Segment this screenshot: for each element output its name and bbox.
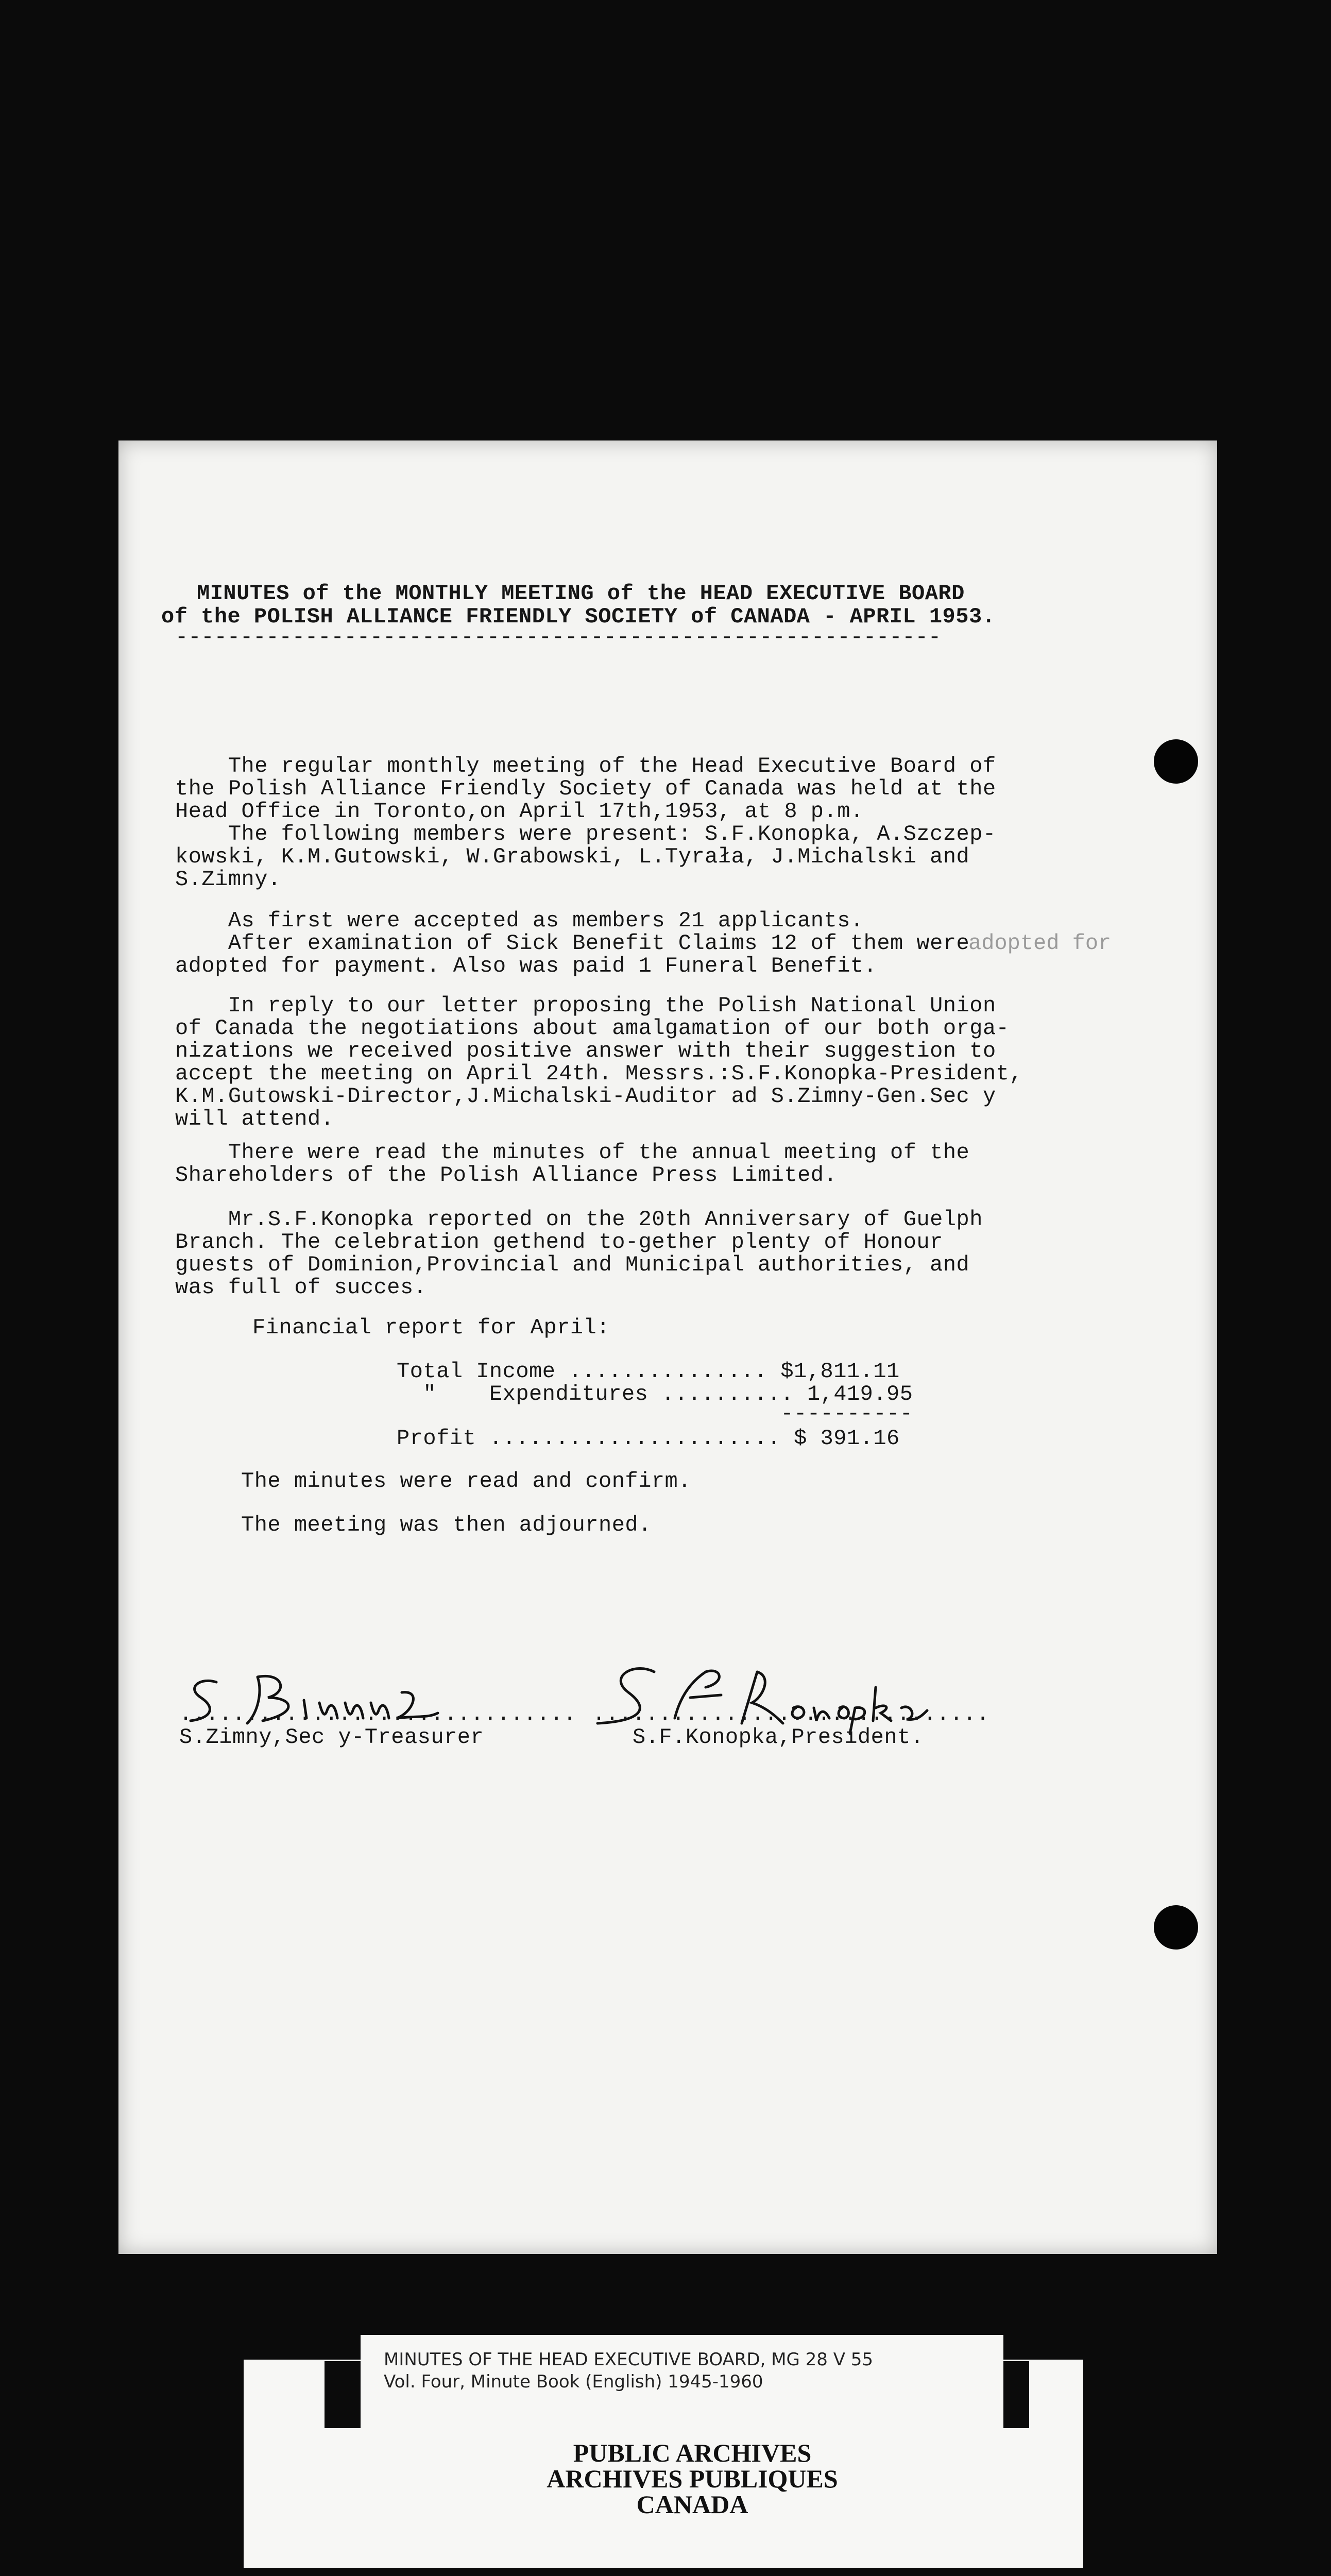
- punch-hole-top: [1154, 739, 1198, 784]
- document-page: [118, 440, 1217, 2254]
- caption-line-2: Vol. Four, Minute Book (English) 1945-1960: [384, 2371, 763, 2392]
- text-line: After examination of Sick Benefit Claims 12 of them were: [175, 931, 970, 956]
- archives-stamp-line-3: CANADA: [636, 2490, 748, 2519]
- text-line: nizations we received positive answer with their suggestion to: [175, 1039, 996, 1063]
- signature-name-left: S.Zimny,Sec y-Treasurer: [179, 1725, 484, 1750]
- punch-hole-bottom: [1154, 1905, 1198, 1950]
- text-line: will attend.: [175, 1107, 334, 1131]
- text-line: adopted for payment. Also was paid 1 Funeral Benefit.: [175, 954, 877, 978]
- text-line: The regular monthly meeting of the Head Executive Board of: [175, 754, 996, 778]
- closing-line-confirm: The minutes were read and confirm.: [241, 1469, 691, 1494]
- text-line: Shareholders of the Polish Alliance Press Limited.: [175, 1163, 838, 1188]
- text-line: There were read the minutes of the annual meeting of the: [175, 1140, 970, 1165]
- title-rule: -----------------------------------------------------------: [175, 625, 942, 650]
- text-line: of Canada the negotiations about amalgamation of our both orga-: [175, 1016, 1010, 1041]
- text-line: accept the meeting on April 24th. Messrs.:S.F.Konopka-President,: [175, 1061, 1023, 1086]
- text-line: was full of succes.: [175, 1275, 427, 1300]
- signature-dots-right: ..............................: [592, 1702, 990, 1726]
- financial-line-income: Total Income ............... $1,811.11: [397, 1359, 900, 1384]
- text-line: Branch. The celebration gethend to-gether plenty of Honour: [175, 1230, 943, 1255]
- archives-stamp-line-1: PUBLIC ARCHIVES: [573, 2438, 812, 2467]
- caption-line-1: MINUTES OF THE HEAD EXECUTIVE BOARD, MG 28 V 55: [384, 2349, 874, 2370]
- text-line: As first were accepted as members 21 applicants.: [175, 908, 864, 933]
- closing-line-adjourned: The meeting was then adjourned.: [241, 1513, 652, 1537]
- financial-rule: ----------: [397, 1401, 913, 1426]
- text-line: K.M.Gutowski-Director,J.Michalski-Auditor ad S.Zimny-Gen.Sec y: [175, 1084, 996, 1109]
- caption-notch-right: [1003, 2361, 1029, 2428]
- text-line: the Polish Alliance Friendly Society of Canada was held at the: [175, 776, 996, 801]
- text-line: The following members were present: S.F.Konopka, A.Szczep-: [175, 822, 996, 846]
- text-line: In reply to our letter proposing the Polish National Union: [175, 993, 996, 1018]
- text-line: Mr.S.F.Konopka reported on the 20th Anniversary of Guelph: [175, 1207, 983, 1232]
- title-line-1: MINUTES of the MONTHLY MEETING of the HEAD EXECUTIVE BOARD: [197, 581, 965, 606]
- struck-text: adopted for: [968, 931, 1112, 956]
- signature-name-right: S.F.Konopka,President.: [633, 1725, 924, 1750]
- archives-stamp-line-2: ARCHIVES PUBLIQUES: [547, 2464, 838, 2493]
- text-line: S.Zimny.: [175, 867, 281, 892]
- financial-line-expenditures: " Expenditures .......... 1,419.95: [397, 1382, 913, 1406]
- financial-line-profit: Profit ...................... $ 391.16: [397, 1426, 900, 1451]
- text-line: Head Office in Toronto,on April 17th,1953, at 8 p.m.: [175, 799, 864, 824]
- caption-notch-left: [325, 2361, 361, 2428]
- signature-dots-left: ..............................: [179, 1702, 577, 1726]
- text-line: kowski, K.M.Gutowski, W.Grabowski, L.Tyrała, J.Michalski and: [175, 844, 970, 869]
- text-line: guests of Dominion,Provincial and Municipal authorities, and: [175, 1252, 970, 1277]
- title-line-2: of the POLISH ALLIANCE FRIENDLY SOCIETY of CANADA - APRIL 1953.: [161, 604, 996, 629]
- financial-heading: Financial report for April:: [252, 1315, 610, 1340]
